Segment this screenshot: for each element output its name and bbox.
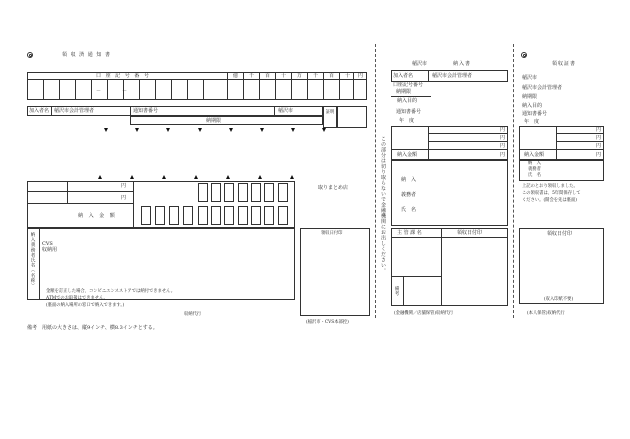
footer-note: 備考 用紙の大きさは、縦9インチ、横8.3インチとする。 — [27, 325, 158, 331]
note-3: (裏面の納入場所の窓口で納入できます。) — [46, 303, 125, 308]
unit-man: 万 — [297, 73, 303, 79]
right-total-yen: 円 — [596, 152, 602, 158]
arrow-up-icon — [162, 175, 166, 179]
center-daily-stamp-label: 領収日付印 — [457, 230, 483, 236]
left-daily-stamp-caption: (稲沢市・CVS本部控) — [306, 320, 349, 325]
center-payer-label-2: 義務者 — [401, 192, 417, 198]
unit-hyaku: 百 — [265, 73, 271, 79]
digit-cell — [224, 206, 234, 225]
certify-stamp-box — [337, 106, 367, 128]
right-payer-label-3: 氏 名 — [528, 173, 541, 178]
bundle-store-label: 取りまとめ店 — [318, 185, 349, 191]
center-payee-label: 加入者名 — [393, 73, 414, 79]
account-number-label: 口 座 記 号 番 号 — [96, 73, 151, 79]
center-period-label: 納期限 — [396, 89, 412, 95]
right-yen-3: 円 — [596, 143, 602, 149]
period-label: 納期限 — [206, 118, 222, 124]
center-title-city: 稲沢市 — [412, 61, 428, 67]
right-yen-1: 円 — [596, 127, 602, 133]
right-daily-stamp-label: 領収日付印 — [547, 231, 573, 237]
right-caption: (本人保管)収納代行 — [527, 311, 565, 316]
center-purpose-label: 納入目的 — [397, 98, 418, 104]
digit-cell — [264, 183, 274, 202]
note-2: ATMでのお取扱はできません。 — [46, 296, 108, 301]
right-notice-label: 通知書番号 — [522, 111, 548, 117]
unit-juu: 十 — [281, 73, 287, 79]
arrow-up-icon — [258, 175, 262, 179]
left-daily-stamp-label: 領収日付印 — [321, 231, 343, 236]
right-payer-label-1: 納 入 — [528, 161, 541, 166]
center-payer-label-1: 納 入 — [401, 177, 417, 183]
center-year-label: 年 度 — [399, 118, 415, 124]
payer-name-vertical-label: 納入義務者氏名（名称） — [30, 232, 35, 289]
arrow-down-icon — [322, 128, 326, 132]
right-year-label: 年 度 — [524, 119, 540, 125]
right-period-label: 納期限 — [522, 94, 538, 100]
digit-cell — [198, 183, 208, 202]
digit-cell — [198, 206, 208, 225]
center-manager-block — [391, 228, 508, 306]
center-payee-name: 稲沢市会計管理者 — [432, 73, 473, 79]
right-yen-2: 円 — [596, 135, 602, 141]
period-row — [130, 116, 323, 125]
left-daily-stamp-box — [300, 228, 370, 316]
seal-mark-icon — [521, 52, 527, 58]
digit-cell — [211, 206, 221, 225]
unit-hyaku-2: 百 — [329, 73, 335, 79]
certify-label: 証明 — [325, 110, 335, 115]
arrow-down-icon — [104, 128, 108, 132]
digit-cell — [264, 206, 274, 225]
digit-cell — [183, 206, 193, 225]
center-remarks-label: 備考 — [394, 286, 399, 297]
unit-sen-2: 千 — [313, 73, 319, 79]
unit-oku: 億 — [233, 73, 239, 79]
left-title: 領 収 済 通 知 書 — [62, 52, 111, 58]
account-dash-2: － — [122, 88, 128, 94]
unit-sen: 千 — [249, 73, 255, 79]
arrow-down-icon — [291, 128, 295, 132]
digit-cell — [141, 206, 151, 225]
right-receipt-text-1: 上記のとおり領収しました。 — [522, 184, 578, 189]
right-purpose-label: 納入目的 — [522, 103, 543, 109]
tear-notice-vertical: この部分は切り取らないで金融機関にお出しください。 — [380, 136, 386, 274]
arrow-down-icon — [229, 128, 233, 132]
digit-cell — [251, 183, 261, 202]
right-receipt-text-2: この領収書は、5年間保存して — [522, 191, 581, 196]
arrow-up-icon — [130, 175, 134, 179]
digit-cell — [169, 206, 179, 225]
unit-juu-2: 十 — [345, 73, 351, 79]
center-total-yen: 円 — [500, 152, 506, 158]
digit-cell — [238, 183, 248, 202]
digit-cell — [278, 183, 288, 202]
center-yen-3: 円 — [500, 143, 506, 149]
digit-cell — [251, 206, 261, 225]
yen-row-1: 円 — [121, 183, 127, 189]
right-title: 領収証書 — [552, 61, 577, 67]
center-total-label: 納入金額 — [397, 152, 418, 158]
total-amount-label: 納 入 金 額 — [78, 213, 117, 219]
right-payer-label-2: 義務者 — [528, 167, 541, 172]
arrow-up-icon — [194, 175, 198, 179]
city-name: 稲沢市 — [278, 108, 294, 114]
digit-cell — [155, 206, 165, 225]
notice-number-label: 通知書番号 — [133, 108, 159, 114]
digit-cell — [238, 206, 248, 225]
center-yen-1: 円 — [500, 127, 506, 133]
account-dash-1: － — [96, 88, 102, 94]
arrow-up-icon — [226, 175, 230, 179]
right-receipt-text-3: ください。(開会を先は裏面) — [522, 198, 577, 203]
left-agent-label: 収納代行 — [184, 312, 202, 317]
payee-name: 稲沢市会計管理者 — [54, 108, 95, 114]
arrow-down-icon — [135, 128, 139, 132]
seal-mark-icon — [27, 52, 33, 58]
arrow-up-icon — [290, 175, 294, 179]
note-1: 金額を訂正した場合、コンビニエンスストアでは納付できません。 — [46, 289, 176, 294]
right-city: 稲沢市 — [522, 75, 538, 81]
center-manager-label: 主 管 課 名 — [397, 230, 422, 236]
digit-cell — [278, 206, 288, 225]
right-payee-name: 稲沢市会計管理者 — [522, 85, 563, 91]
arrow-down-icon — [260, 128, 264, 132]
center-account-label: 口座記号番号 — [393, 82, 424, 88]
payee-label: 加入者名 — [29, 108, 50, 114]
arrow-down-icon — [198, 128, 202, 132]
cut-line — [513, 44, 514, 318]
arrow-up-icon — [98, 175, 102, 179]
arrow-down-icon — [166, 128, 170, 132]
digit-cell — [224, 183, 234, 202]
center-title-doc: 納入書 — [453, 61, 472, 67]
cvs-label: CVS 収納用 — [42, 241, 58, 253]
digit-cell — [211, 183, 221, 202]
right-seal-note: (収入印紙不要) — [544, 297, 574, 302]
yen-row-2: 円 — [121, 195, 127, 201]
right-total-label: 納入金額 — [524, 152, 545, 158]
center-caption: (金融機関／店舗保管)収納代行 — [394, 311, 454, 316]
unit-yen: 円 — [358, 73, 364, 79]
center-payer-label-3: 氏 名 — [401, 207, 417, 213]
right-daily-stamp-box — [519, 228, 604, 304]
cut-line — [375, 44, 376, 318]
center-notice-label: 通知書番号 — [396, 109, 422, 115]
center-yen-2: 円 — [500, 135, 506, 141]
